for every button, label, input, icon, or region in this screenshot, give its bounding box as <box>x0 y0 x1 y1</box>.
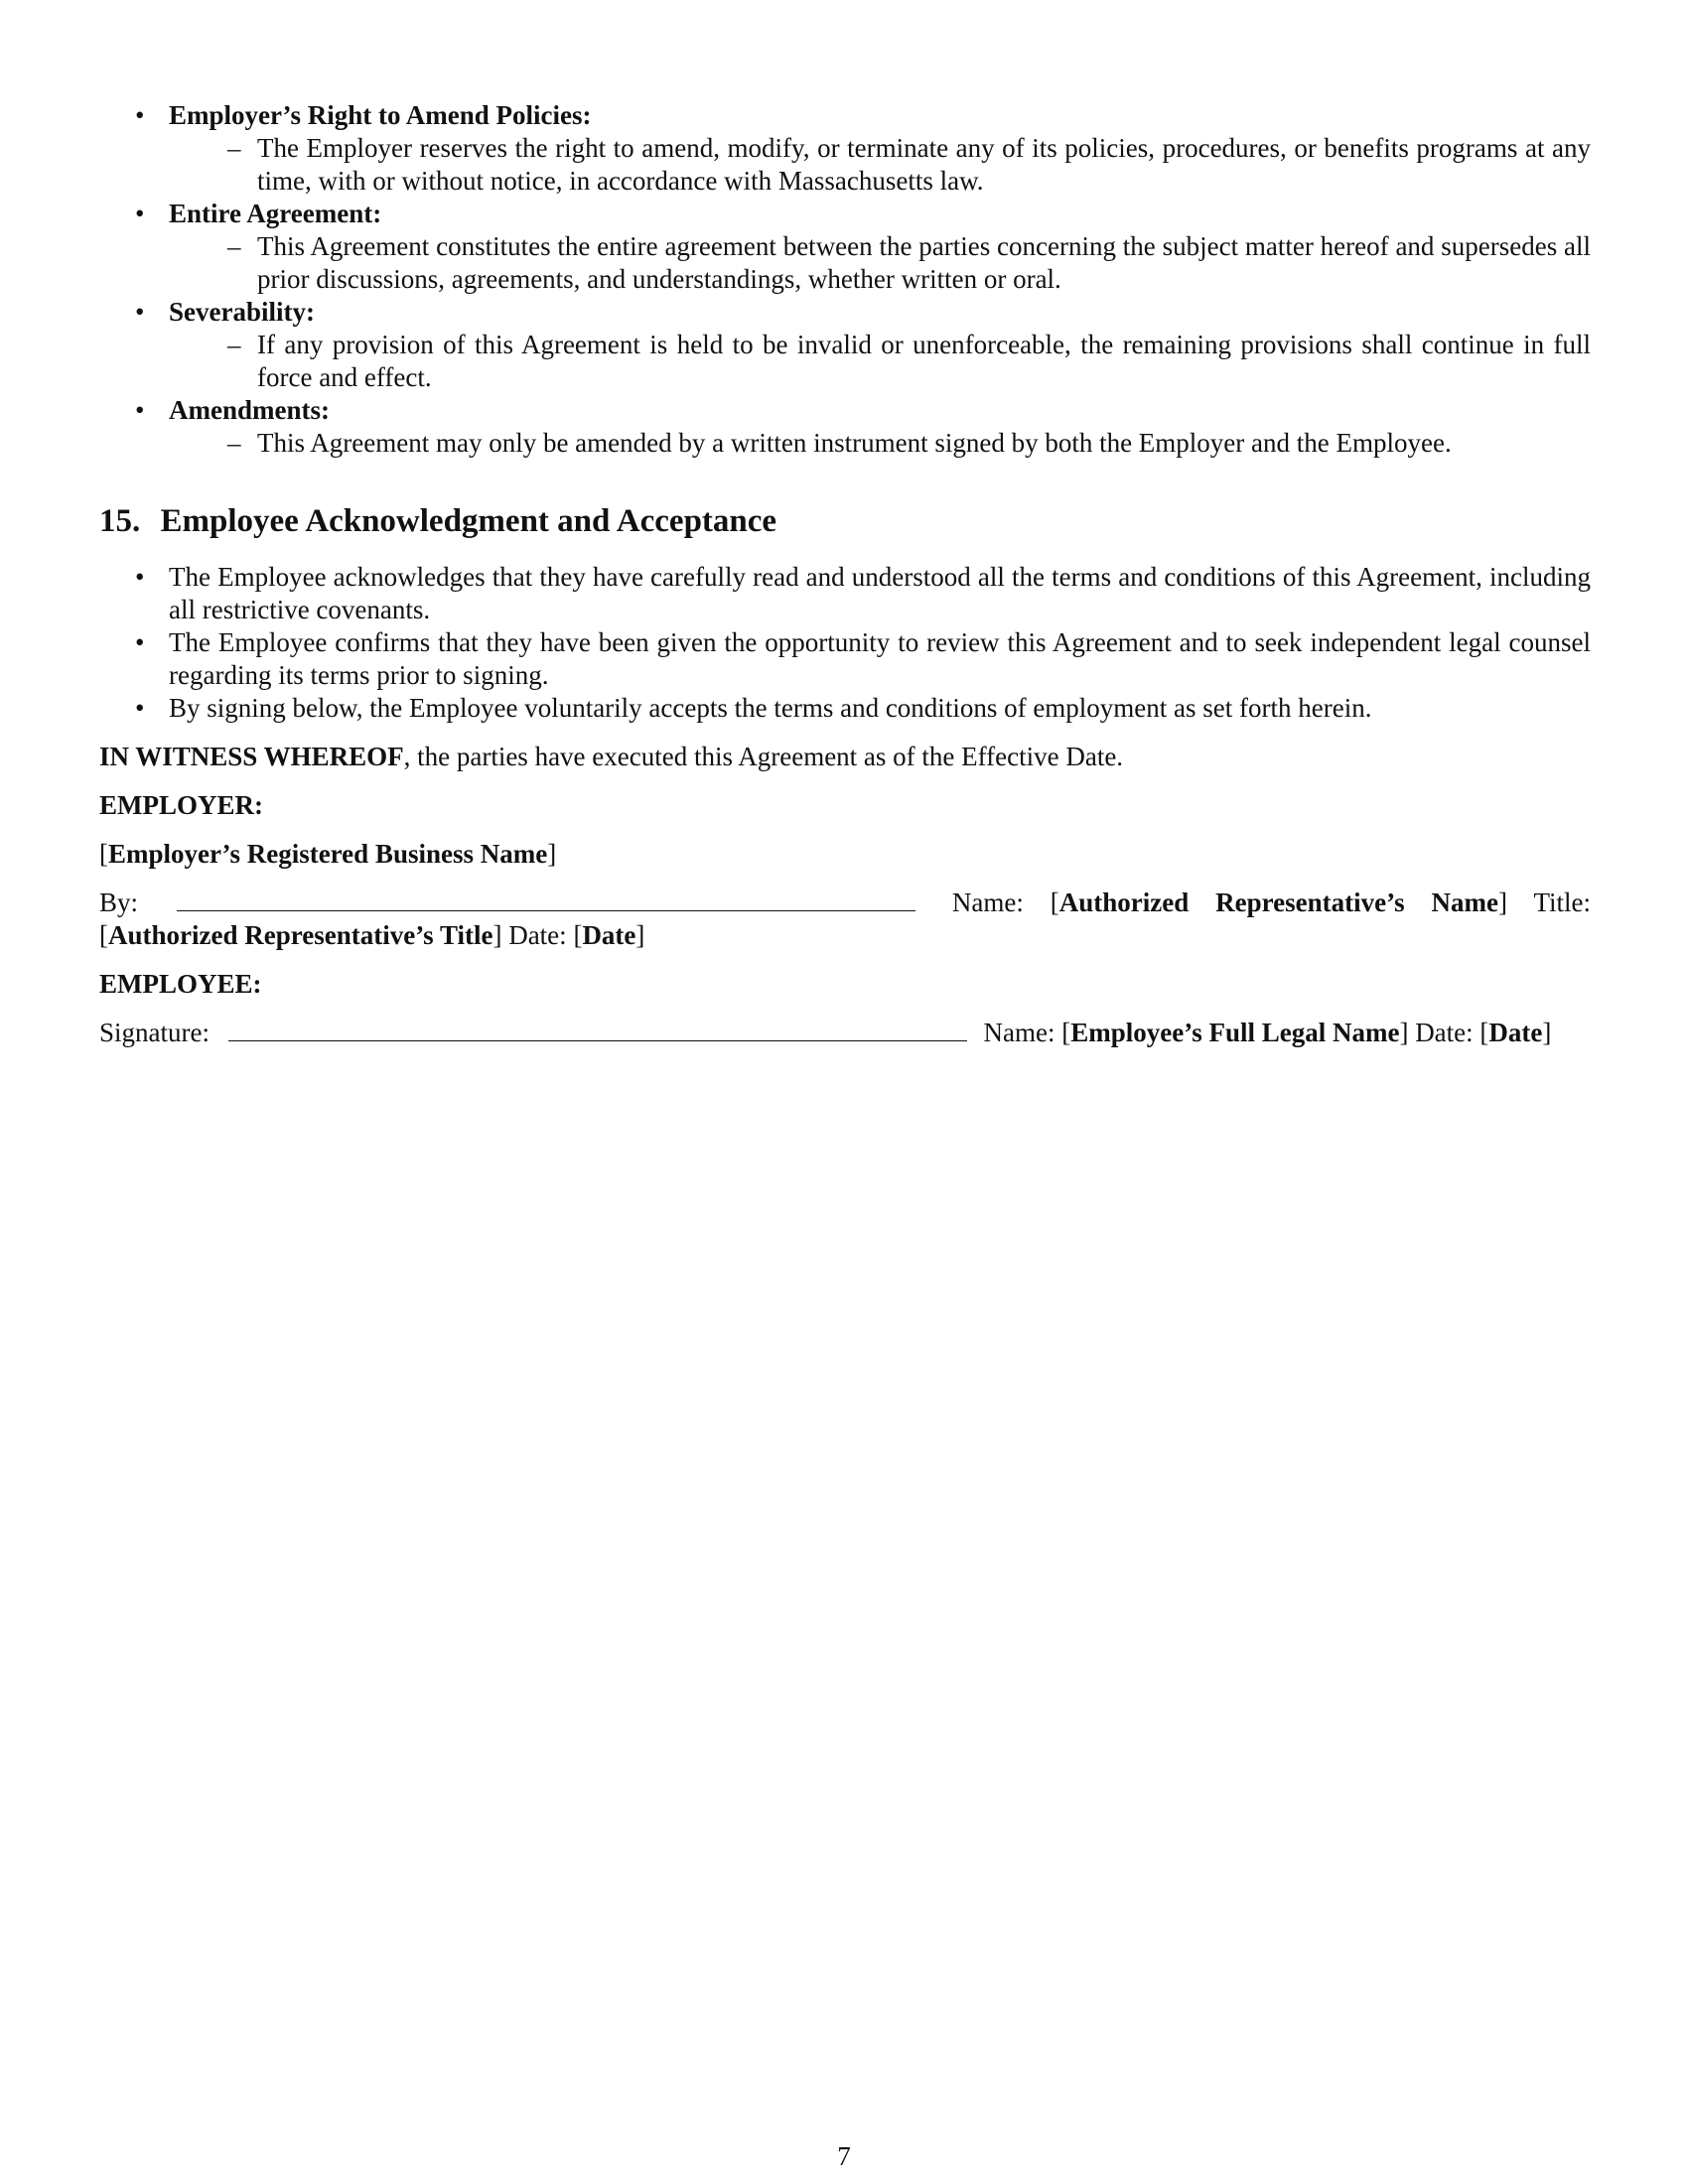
acknowledgment-item: • The Employee acknowledges that they have carefully read and understood all the terms and conditions of this Agreement, including all restrictive covenants. <box>135 562 1591 624</box>
acknowledgment-item: • The Employee confirms that they have been given the opportunity to review this Agreement and to seek independent legal counsel regarding its terms prior to signing. <box>135 627 1591 690</box>
dash-icon: – <box>227 330 241 359</box>
provisions-list <box>99 99 1591 460</box>
provision-text: – This Agreement constitutes the entire agreement between the parties concerning the subject matter hereof and supersedes all prior discussions, agreements, and understandings, whether written or oral. <box>227 231 1591 294</box>
provision-title: Entire Agreement: <box>169 199 382 228</box>
employee-signature-block: Signature: Name: [Employee’s Full Legal Name] Date: [Date] <box>99 1018 1552 1047</box>
employee-signature-line[interactable] <box>228 1021 967 1041</box>
dash-icon: – <box>227 428 241 458</box>
provision-item <box>99 296 1591 394</box>
acknowledgment-list <box>99 561 1591 725</box>
page-number: 7 <box>837 2141 851 2171</box>
provision-title: Employer’s Right to Amend Policies: <box>169 100 592 130</box>
employer-date: Date <box>582 920 636 950</box>
provision-title: Amendments: <box>169 395 330 425</box>
bullet-icon: • <box>135 199 145 228</box>
provision-item <box>99 394 1591 460</box>
provision-text: – If any provision of this Agreement is held to be invalid or unenforceable, the remaining provisions shall continue in full force and effect. <box>227 330 1591 392</box>
provision-text: – This Agreement may only be amended by a written instrument signed by both the Employer and the Employee. <box>227 428 1452 458</box>
employer-signature-line[interactable] <box>177 890 915 911</box>
bullet-icon: • <box>135 562 145 592</box>
employer-business-name: [Employer’s Registered Business Name] <box>99 839 557 869</box>
bullet-icon: • <box>135 395 145 425</box>
section-title: Employee Acknowledgment and Acceptance <box>160 503 777 539</box>
section-number: 15. <box>99 503 141 539</box>
acknowledgment-item: • By signing below, the Employee voluntarily accepts the terms and conditions of employment as set forth herein. <box>135 693 1372 723</box>
witness-clause: IN WITNESS WHEREOF, the parties have executed this Agreement as of the Effective Date. <box>99 742 1124 771</box>
dash-icon: – <box>227 231 241 261</box>
employer-representative-title: Authorized Representative’s Title <box>108 920 493 950</box>
provision-title: Severability: <box>169 297 315 327</box>
bullet-icon: • <box>135 100 145 130</box>
provision-text: – The Employer reserves the right to amend, modify, or terminate any of its policies, procedures, or benefits programs at any time, with or without notice, in accordance with Massachusetts law. <box>227 133 1591 196</box>
bullet-icon: • <box>135 627 145 657</box>
employer-signature-block: By: Name: [Authorized Representative’s Name] Title: [Authorized Representative’s Title] Date: [Date] <box>99 887 1592 950</box>
provision-item <box>99 198 1591 296</box>
bullet-icon: • <box>135 297 145 327</box>
dash-icon: – <box>227 133 241 163</box>
employer-label: EMPLOYER: <box>99 790 263 820</box>
bullet-icon: • <box>135 693 145 723</box>
employer-representative-name: Authorized Representative’s Name <box>1058 887 1499 917</box>
section-heading <box>99 501 1591 541</box>
document-page <box>99 99 1591 1049</box>
employee-date: Date <box>1488 1018 1543 1047</box>
employee-full-name: Employee’s Full Legal Name <box>1070 1018 1400 1047</box>
provision-item <box>99 99 1591 198</box>
employee-label: EMPLOYEE: <box>99 969 262 999</box>
